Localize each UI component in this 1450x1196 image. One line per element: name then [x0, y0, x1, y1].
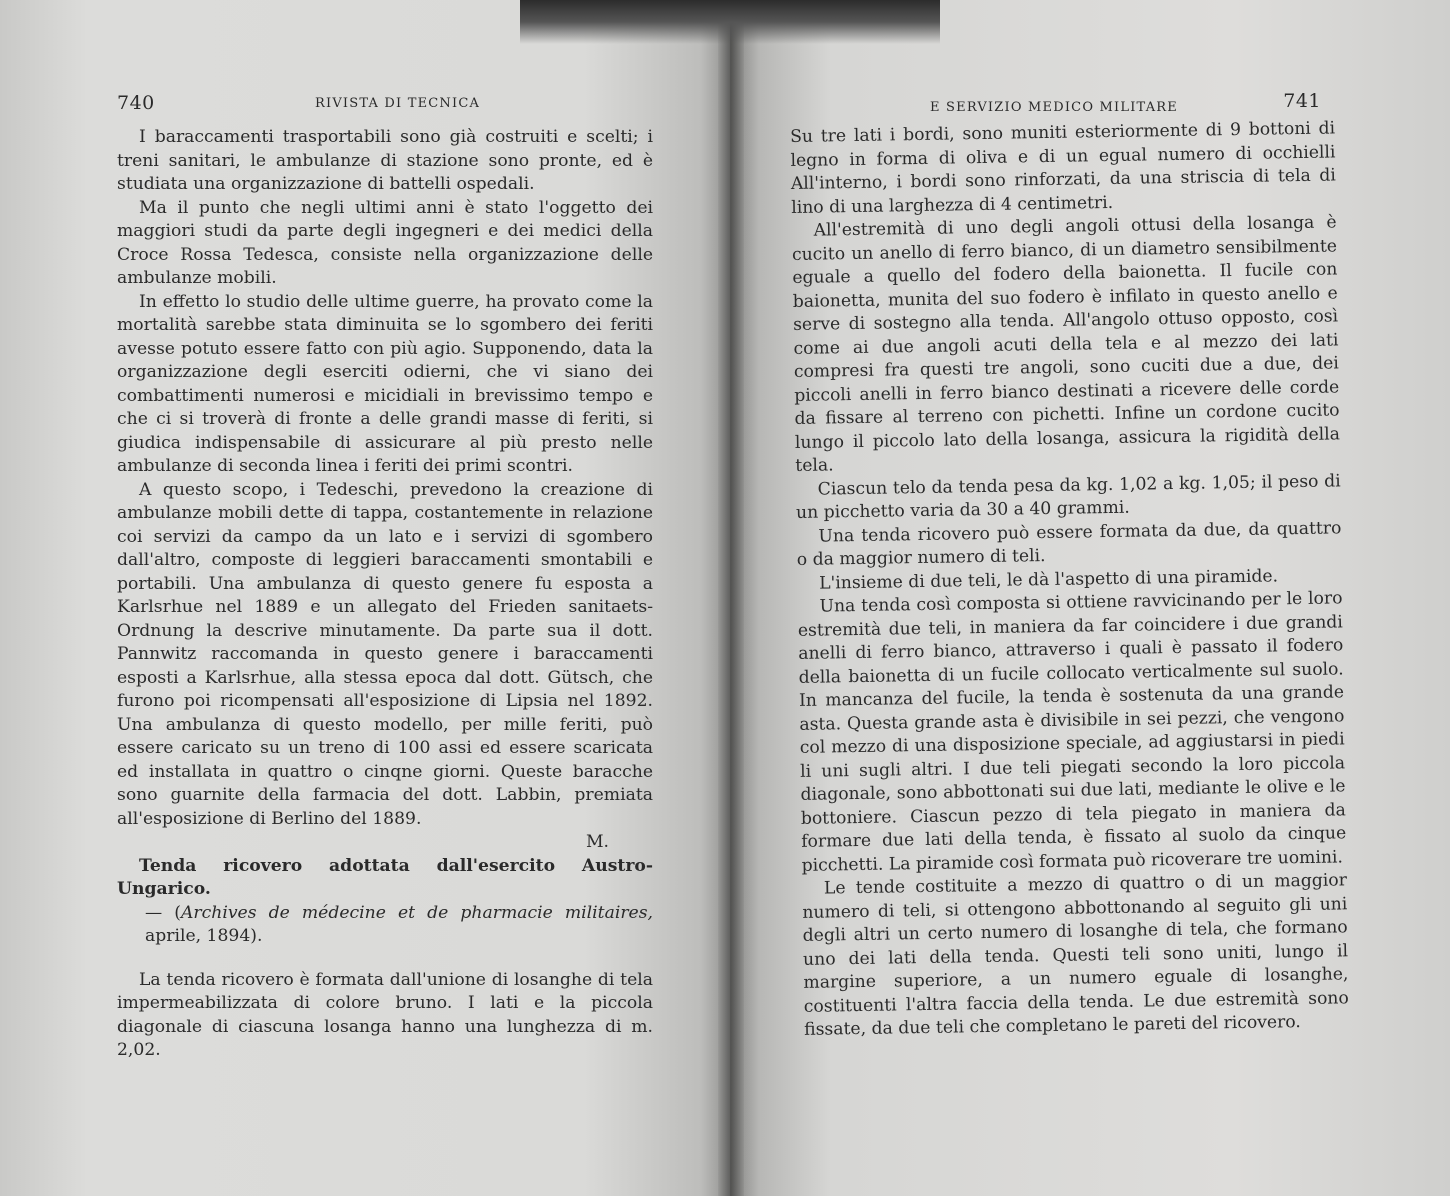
author-signature: M. — [585, 832, 609, 852]
left-page-header — [117, 92, 653, 114]
source-prefix: — ( — [145, 902, 181, 923]
scan-shadow — [520, 0, 940, 44]
right-page-number: 741 — [1283, 90, 1321, 112]
left-page-number: 740 — [117, 92, 155, 114]
paragraph: A questo scopo, i Tedeschi, prevedono la creazione di ambulanze mobili dette di tappa, costantemente in relazione coi servizi da campo da un lato e i servizi di sgombero dall'altro, composte di leggieri baraccamenti smontabili e portabili. Una ambulanza di questo genere fu esposta a Karlsrhue nel 1889 e un allegato del Frieden sanitaets-Ordnung la descrive minutamente. Da parte sua il dott. Pannwitz raccomanda in questo genere i baraccamenti esposti a Karlsrhue, alla stessa epoca dal dott. Gütsch, che furono poi ricompensati all'esposizione di Lipsia nel 1892. Una ambulanza di questo modello, per mille feriti, può essere caricato su un treno di 100 assi ed essere scaricata ed installata in quattro o cinqne giorni. Queste baracche sono guarnite della farmacia del dott. Labbin, premiata all'esposizione di Berlino del 1889. — [117, 479, 653, 829]
paragraph: Le tende costituite a mezzo di quattro o di un maggior numero di teli, si ottengono abbottonando al seguito gli uni degli altri un certo numero di losanghe di tela, che formano uno dei lati della tenda. Questi teli sono uniti, lungo il margine superiore, a un numero eguale di losanghe, costituenti l'altra faccia della tenda. Le due estremità sono fissate, da due teli che completano le pareti del ricovero. — [802, 870, 1349, 1040]
paragraph: Ma il punto che negli ultimi anni è stato l'oggetto dei maggiori studi da parte degli ingegneri e dei medici della Croce Rossa Tedesca, consiste nella organizzazione delle ambulanze mobili. — [117, 197, 653, 288]
paragraph: I baraccamenti trasportabili sono già costruiti e scelti; i treni sanitari, le ambulanze di stazione sono pronte, ed è studiata una organizzazione di battelli ospedali. — [117, 127, 653, 194]
right-running-head: E SERVIZIO MEDICO MILITARE — [930, 100, 1178, 115]
paragraph: In effetto lo studio delle ultime guerre, ha provato come la mortalità sarebbe stata diminuita se lo sgombero dei feriti avesse potuto essere fatto con più agio. Supponendo, data la organizzazione degli eserciti odierni, che vi siano dei combattimenti numerosi e micidiali in brevissimo tempo e che ci si troverà di fronte a delle grandi masse di feriti, si giudica indispensabile di assicurare al più presto nelle ambulanze di seconda linea i feriti dei primi scontri. — [117, 291, 653, 476]
source-journal: Archives de médecine et de pharmacie militaires, — [181, 902, 653, 923]
paragraph: All'estremità di uno degli angoli ottusi della losanga è cucito un anello di ferro bianco, di un diametro sensibilmente eguale a quello del fodero della baionetta. Il fucile con baionetta, munita del suo fodero è infilato in questo anello e serve di sostegno alla tenda. All'angolo ottuso opposto, così come ai due angoli acuti della tela e al mezzo dei lati compresi fra questi tre angoli, sono cuciti due a due, dei piccoli anelli in ferro bianco destinati a ricevere delle corde da fissare al terreno con pichetti. Infine un cordone cucito lungo il piccolo lato della losanga, assicura la rigidità della tela. — [791, 212, 1341, 476]
left-running-head: RIVISTA DI TECNICA — [315, 96, 481, 111]
right-page-body — [790, 117, 1349, 1042]
paragraph: Una tenda così composta si ottiene ravvicinando per le loro estremità due teli, in maniera da far coincidere i due grandi anelli di ferro bianco, attraverso i quali è passato il fodero della baionetta di un fucile collocato verticalmente sul suolo. In mancanza del fucile, la tenda è sostenuta da una grande asta. Questa grande asta è divisibile in sei pezzi, che vengono col mezzo di una disposizione speciale, ad aggiustarsi in piedi li uni sugli altri. I due teli piegati secondo la loro piccola diagonale, sono abbottonati sui due lati, mediante le olive e le bottoniere. Ciascun pezzo di tela piegato in maniera da formare due lati della tenda, è fissato al suolo da cinque picchetti. La piramide così formata può ricoverare tre uomini. — [797, 588, 1347, 876]
source-date: aprile, 1894). — [145, 926, 263, 946]
paragraph: L'insieme di due teli, le dà l'aspetto di una piramide. — [819, 565, 1279, 594]
paragraph: Una tenda ricovero può essere formata da due, da quattro o da maggior numero di teli. — [796, 517, 1342, 570]
left-page-body — [117, 126, 653, 1063]
book-gutter — [718, 0, 744, 1196]
paragraph: Ciascun telo da tenda pesa da kg. 1,02 a kg. 1,05; il peso di un picchetto varia da 30 a 40 grammi. — [795, 470, 1341, 523]
article-source — [117, 902, 653, 949]
paragraph: La tenda ricovero è formata dall'unione di losanghe di tela impermeabilizzata di colore bruno. I lati e la piccola diagonale di ciascuna losanga hanno una lunghezza di m. 2,02. — [117, 969, 653, 1060]
article-title: Tenda ricovero adottata dall'esercito Austro-Ungarico. — [117, 855, 653, 899]
paragraph: Su tre lati i bordi, sono muniti esteriormente di 9 bottoni di legno in forma di oliva e di un egual numero di occhielli All'interno, i bordi sono rinforzati, da una striscia di tela di lino di una larghezza di 4 centimetri. — [790, 118, 1337, 218]
